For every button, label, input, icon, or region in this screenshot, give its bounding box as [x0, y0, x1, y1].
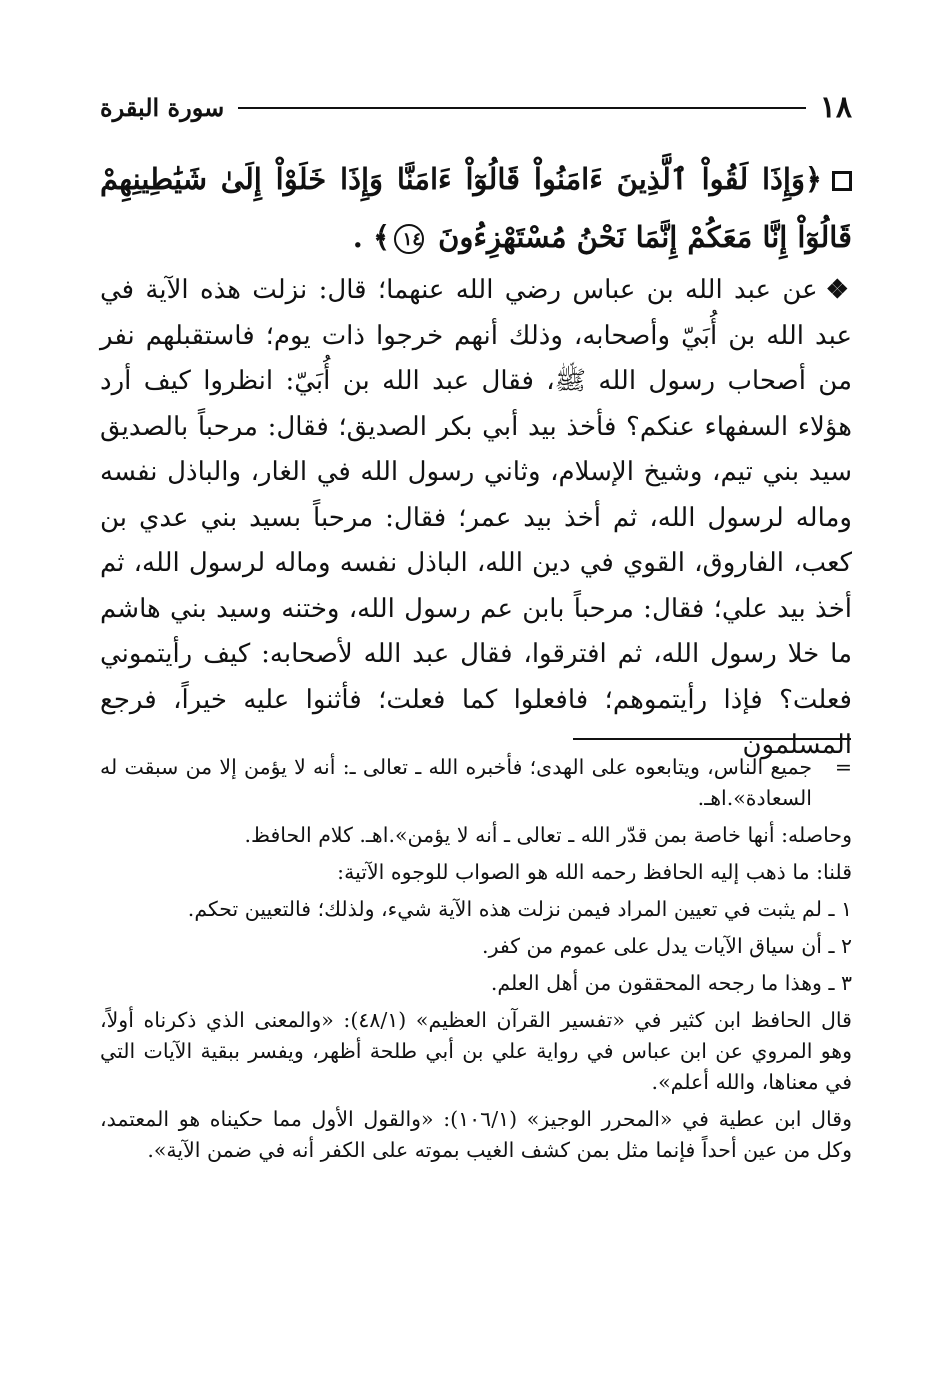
footnote-text: وقال ابن عطية في «المحرر الوجيز» (١٠٦/١): «والقول الأول مما حكيناه هو المعتمد، وكل من عين أحداً فإنما مثل بمن كشف الغيب بموته على الكفر أنه في ضمن الآية».	[100, 1107, 852, 1162]
page-header	[100, 86, 852, 130]
footnote-separator	[573, 738, 851, 740]
footnote-text: ٢ ـ أن سياق الآيات يدل على عموم من كفر.	[482, 934, 852, 958]
diamond-star-icon: ❖	[825, 275, 852, 305]
footnote-text: وحاصله: أنها خاصة بمن قدّر الله ـ تعالى ـ أنه لا يؤمن».اهـ. كلام الحافظ.	[244, 823, 852, 847]
footnote-paragraph	[100, 968, 852, 999]
footnote-paragraph	[100, 931, 852, 962]
narration-paragraph	[100, 268, 852, 769]
quran-verse	[100, 150, 852, 266]
footnote-paragraph	[100, 1104, 852, 1166]
page-number: ١٨	[819, 90, 852, 125]
footnote-paragraph	[100, 894, 852, 925]
footnote-paragraph	[100, 820, 852, 851]
ayah-number: ١٤	[394, 224, 424, 254]
continuation-marker: =	[834, 755, 852, 779]
footnote-paragraph	[100, 1005, 852, 1098]
verse-text: ﴿وَإِذَا لَقُواْ ٱلَّذِينَ ءَامَنُواْ قَالُوٓاْ ءَامَنَّا وَإِذَا خَلَوْاْ إِلَىٰ شَيَٰطِينِهِمْ قَالُوٓاْ إِنَّا مَعَكُمْ إِنَّمَا نَحْنُ مُسْتَهْزِءُونَ	[100, 162, 852, 254]
square-bullet-icon	[832, 171, 852, 191]
footnote-text: جميع الناس، ويتابعوه على الهدى؛ فأخبره الله ـ تعالى ـ: أنه لا يؤمن إلا من سبقت له السعادة».اهـ.	[100, 755, 812, 810]
footnote-text: ٣ ـ وهذا ما رجحه المحققون من أهل العلم.	[490, 971, 852, 995]
footnote-paragraph	[100, 752, 852, 814]
verse-closing: ﴾ .	[352, 220, 390, 254]
footnote-text: قال الحافظ ابن كثير في «تفسير القرآن العظيم» (٤٨/١): «والمعنى الذي ذكرناه أولاً، وهو المروي عن ابن عباس في رواية علي بن أبي طلحة أظهر، ويفسر ببقية الآيات التي في معناها، والله أعلم».	[100, 1008, 852, 1094]
header-rule	[238, 107, 806, 109]
narration-text: عن عبد الله بن عباس رضي الله عنهما؛ قال: نزلت هذه الآية في عبد الله بن أُبَيّ وأصحابه، وذلك أنهم خرجوا ذات يوم؛ فاستقبلهم نفر من أصحاب رسول الله ﷺ، فقال عبد الله بن أُبَيّ: انظروا كيف أرد هؤلاء السفهاء عنكم؟ فأخذ بيد أبي بكر الصديق؛ فقال: مرحباً بالصديق سيد بني تيم، وشيخ الإسلام، وثاني رسول الله في الغار، والباذل نفسه وماله لرسول الله، ثم أخذ بيد عمر؛ فقال: مرحباً بسيد بني عدي بن كعب، الفاروق، القوي في دين الله، الباذل نفسه وماله لرسول الله، ثم أخذ بيد علي؛ فقال: مرحباً بابن عم رسول الله، وختنه وسيد بني هاشم ما خلا رسول الله، ثم افترقوا، فقال عبد الله لأصحابه: كيف رأيتموني فعلت؟ فإذا رأيتموهم؛ فافعلوا كما فعلت؛ فأثنوا عليه خيراً، فرجع المسلمون	[100, 275, 852, 760]
main-text	[100, 150, 852, 769]
footnote-paragraph	[100, 857, 852, 888]
footnote-text: قلنا: ما ذهب إليه الحافظ رحمه الله هو الصواب للوجوه الآتية:	[337, 860, 852, 884]
footnote-text: ١ ـ لم يثبت في تعيين المراد فيمن نزلت هذه الآية شيء، ولذلك؛ فالتعيين تحكم.	[187, 897, 852, 921]
footnotes	[100, 752, 852, 1172]
running-title: سورة البقرة	[100, 93, 225, 122]
